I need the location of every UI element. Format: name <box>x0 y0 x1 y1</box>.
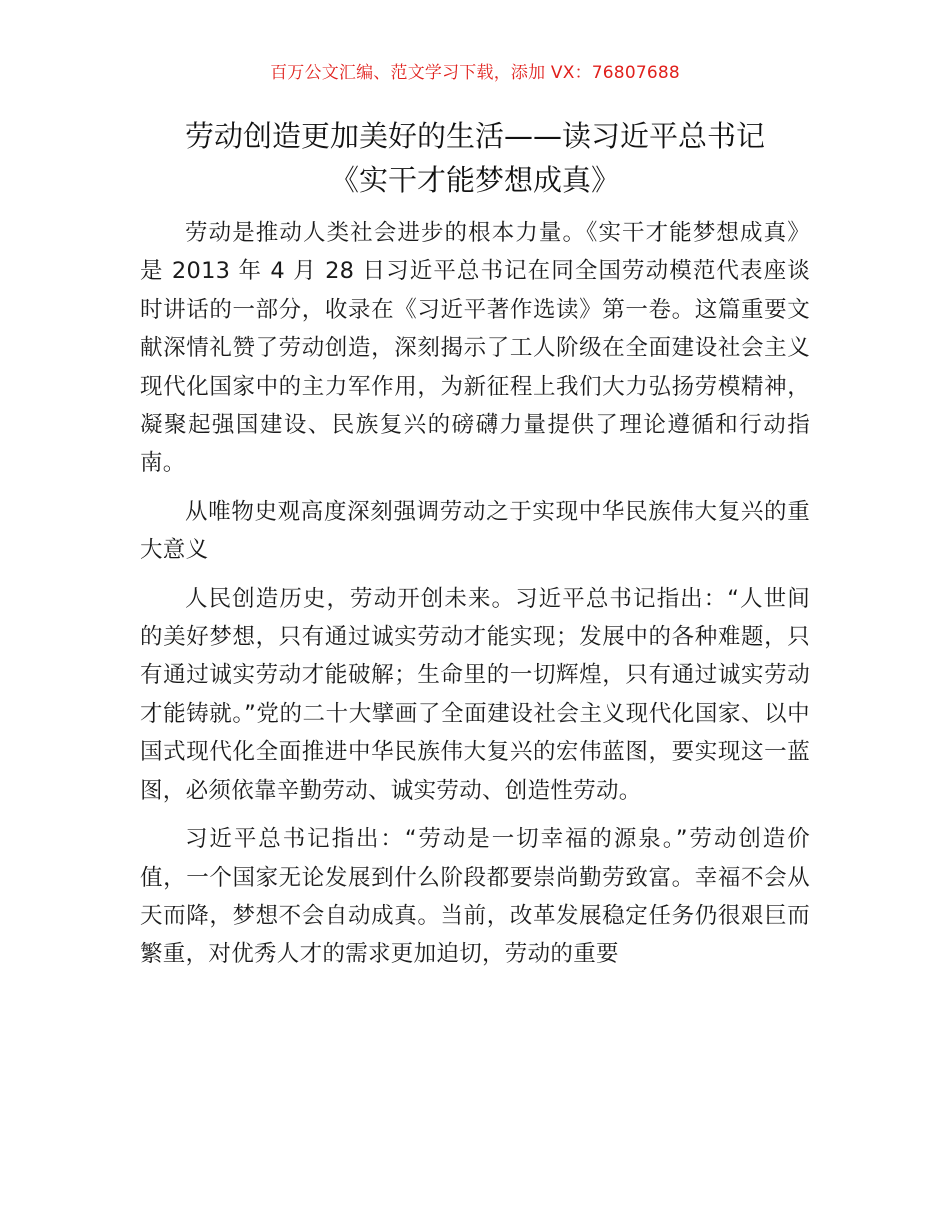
paragraph-history: 人民创造历史，劳动开创未来。习近平总书记指出：“人世间的美好梦想，只有通过诚实劳动才能实现；发展中的各种难题，只有通过诚实劳动才能破解；生命里的一切辉煌，只有通过诚实劳动才能铸就。”党的二十大擘画了全面建设社会主义现代化国家、以中国式现代化全面推进中华民族伟大复兴的宏伟蓝图，要实现这一蓝图，必须依靠辛勤劳动、诚实劳动、创造性劳动。 <box>140 585 810 804</box>
paragraph-intro: 劳动是推动人类社会进步的根本力量。《实干才能梦想成真》是 2013 年 4 月 28 日习近平总书记在同全国劳动模范代表座谈时讲话的一部分，收录在《习近平著作选读》第一卷。这篇重要文献深情礼赞了劳动创造，深刻揭示了工人阶级在全面建设社会主义现代化国家中的主力军作用，为新征程上我们大力弘扬劳模精神，凝聚起强国建设、民族复兴的磅礴力量提供了理论遵循和行动指南。 <box>140 220 810 477</box>
section-heading: 从唯物史观高度深刻强调劳动之于实现中华民族伟大复兴的重大意义 <box>140 498 810 564</box>
article-body <box>140 214 810 984</box>
paragraph-happiness: 习近平总书记指出：“劳动是一切幸福的源泉。”劳动创造价值，一个国家无论发展到什么阶段都要崇尚勤劳致富。幸福不会从天而降，梦想不会自动成真。当前，改革发展稳定任务仍很艰巨而繁重，对优秀人才的需求更加迫切，劳动的重要 <box>140 826 810 968</box>
header-promo-note: 百万公文汇编、范文学习下载，添加 VX：76807688 <box>270 63 680 83</box>
article-title-line-2: 《实干才能梦想成真》 <box>329 163 620 197</box>
article-title-line-1: 劳动创造更加美好的生活——读习近平总书记 <box>184 119 765 153</box>
